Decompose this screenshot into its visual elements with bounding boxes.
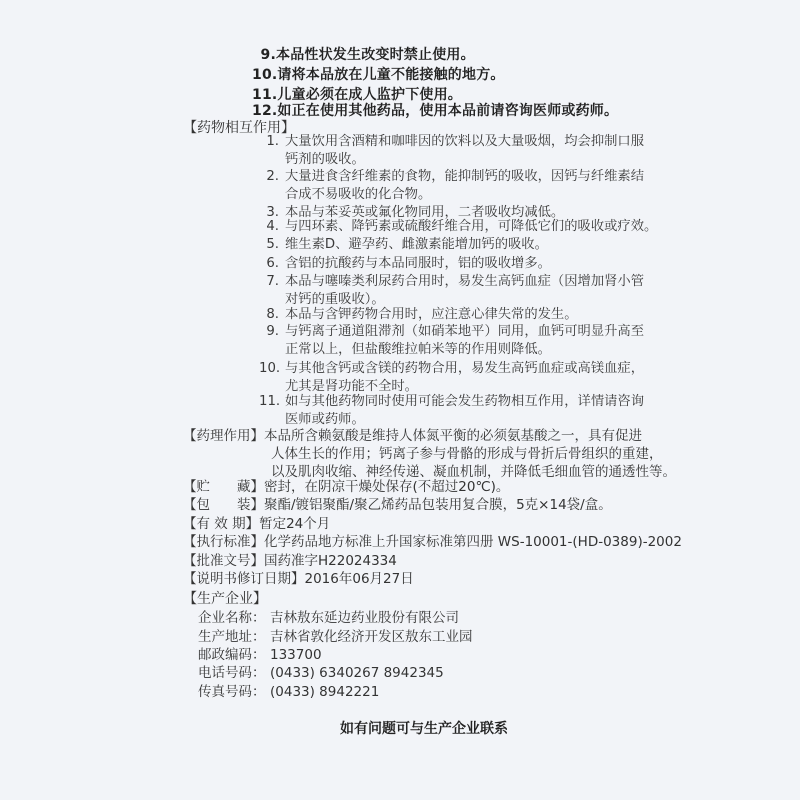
manufacturer-label: 企业名称： <box>198 610 266 626</box>
validity-row <box>183 515 330 533</box>
warning-text: 本品性状发生改变时禁止使用。 <box>276 47 475 63</box>
interaction-number: 2. <box>266 169 279 184</box>
storage-row <box>183 478 509 496</box>
pharmacology-label: 【药理作用】 <box>183 428 264 444</box>
approval-value: 国药准字H22024334 <box>264 553 397 569</box>
manufacturer-value: 133700 <box>270 647 322 663</box>
warning-text: 儿童必须在成人监护下使用。 <box>277 87 463 103</box>
interaction-item <box>265 273 644 309</box>
approval-row <box>183 552 397 570</box>
warning-text: 如正在使用其他药品，使用本品前请咨询医师或药师。 <box>277 103 619 119</box>
manufacturer-value: 吉林敖东延边药业股份有限公司 <box>270 610 459 626</box>
pharmacology-line: 本品所含赖氨酸是维持人体氮平衡的必须氨基酸之一，具有促进 <box>264 428 642 444</box>
warning-text: 请将本品放在儿童不能接触的地方。 <box>277 67 505 83</box>
interaction-line: 对钙的重吸收）。 <box>285 292 385 307</box>
interaction-item <box>259 393 645 429</box>
interaction-number: 11. <box>259 394 281 409</box>
pharmacology-section <box>183 427 676 481</box>
standard-row <box>183 533 682 551</box>
pharmacology-line: 以及肌肉收缩、神经传递、凝血机制，并降低毛细血管的通透性等。 <box>271 464 676 480</box>
interaction-number: 8. <box>266 307 279 322</box>
interaction-line: 维生素D、避孕药、雌激素能增加钙的吸收。 <box>285 237 548 252</box>
warning-number: 10. <box>252 67 278 83</box>
validity-value: 暂定24个月 <box>259 516 331 532</box>
revision-label: 【说明书修订日期】 <box>183 571 305 587</box>
manufacturer-row <box>198 680 379 700</box>
manufacturer-row <box>198 606 459 626</box>
interaction-line: 与钙离子通道阻滞剂（如硝苯地平）同用，血钙可明显升高至 <box>285 324 645 339</box>
warning-number: 11. <box>252 87 278 103</box>
interaction-item <box>265 255 551 273</box>
manufacturer-value: (0433) 6340267 8942345 <box>270 665 444 681</box>
manufacturer-label: 邮政编码： <box>198 647 266 663</box>
interaction-number: 10. <box>259 361 281 376</box>
storage-value: 密封，在阴凉干燥处保存(不超过20℃)。 <box>264 479 510 495</box>
interaction-line: 本品与含钾药物合用时，应注意心律失常的发生。 <box>285 307 578 322</box>
interaction-line: 如与其他药物同时使用可能会发生药物相互作用，详情请咨询 <box>285 394 645 409</box>
interaction-number: 1. <box>266 134 279 149</box>
packaging-row <box>183 496 612 514</box>
manufacturer-row <box>198 661 444 681</box>
interaction-item <box>265 133 644 169</box>
manufacturer-value: (0433) 8942221 <box>270 684 380 700</box>
contact-footer: 如有问题可与生产企业联系 <box>340 721 508 737</box>
manufacturer-label: 生产地址： <box>198 629 266 645</box>
manufacturer-label: 电话号码： <box>198 665 266 681</box>
packaging-label: 【包 装】 <box>183 497 264 513</box>
warning-item <box>252 64 505 84</box>
interaction-line: 含铝的抗酸药与本品同服时，铝的吸收增多。 <box>285 256 551 271</box>
pharmacology-line: 人体生长的作用；钙离子参与骨骼的形成与骨折后骨组织的重建， <box>271 446 663 462</box>
interaction-number: 7. <box>266 274 279 289</box>
interaction-number: 5. <box>266 237 279 252</box>
interaction-line: 钙剂的吸收。 <box>285 152 365 167</box>
standard-label: 【执行标准】 <box>183 534 264 550</box>
interaction-line: 大量进食含纤维素的食物，能抑制钙的吸收，因钙与纤维素结 <box>285 169 645 184</box>
interaction-number: 4. <box>266 219 279 234</box>
validity-label: 【有 效 期】 <box>183 516 260 532</box>
packaging-value: 聚酯/镀铝聚酯/聚乙烯药品包装用复合膜，5克×14袋/盒。 <box>264 497 612 513</box>
interaction-line: 大量饮用含酒精和咖啡因的饮料以及大量吸烟，均会抑制口服 <box>285 134 645 149</box>
interaction-number: 9. <box>266 324 279 339</box>
interaction-line: 与四环素、降钙素或硫酸纤维合用，可降低它们的吸收或疗效。 <box>285 219 658 234</box>
interaction-item <box>259 360 645 396</box>
interaction-line: 本品与苯妥英或氟化物同用，二者吸收均减低。 <box>285 205 565 220</box>
revision-row <box>183 570 414 588</box>
standard-value: 化学药品地方标准上升国家标准第四册 WS-10001-(HD-0389)-2002 <box>264 534 682 550</box>
warning-item <box>252 100 618 120</box>
interaction-line: 合成不易吸收的化合物。 <box>285 187 432 202</box>
interaction-item <box>265 236 548 254</box>
approval-label: 【批准文号】 <box>183 553 264 569</box>
interaction-number: 3. <box>266 205 279 220</box>
manufacturer-value: 吉林省敦化经济开发区敖东工业园 <box>270 629 473 645</box>
interaction-item <box>265 306 578 324</box>
interaction-line: 医师或药师。 <box>285 412 365 427</box>
warning-number: 9. <box>260 47 276 63</box>
interaction-line: 尤其是肾功能不全时。 <box>285 379 418 394</box>
manufacturer-row <box>198 625 473 645</box>
interaction-line: 正常以上，但盐酸维拉帕米等的作用则降低。 <box>285 342 551 357</box>
manufacturer-title: 【生产企业】 <box>183 591 267 607</box>
interaction-item <box>265 168 644 204</box>
interaction-item <box>265 323 644 359</box>
storage-label: 【贮 藏】 <box>183 479 264 495</box>
interaction-item <box>265 218 657 236</box>
manufacturer-row <box>198 643 322 663</box>
revision-value: 2016年06月27日 <box>304 571 414 587</box>
warning-item <box>258 44 475 64</box>
warning-number: 12. <box>252 103 278 119</box>
interaction-line: 本品与噻嗪类利尿药合用时，易发生高钙血症（因增加肾小管 <box>285 274 645 289</box>
interaction-number: 6. <box>266 256 279 271</box>
manufacturer-label: 传真号码： <box>198 684 266 700</box>
interaction-line: 与其他含钙或含镁的药物合用，易发生高钙血症或高镁血症， <box>285 361 645 376</box>
interactions-title: 【药物相互作用】 <box>183 120 295 136</box>
